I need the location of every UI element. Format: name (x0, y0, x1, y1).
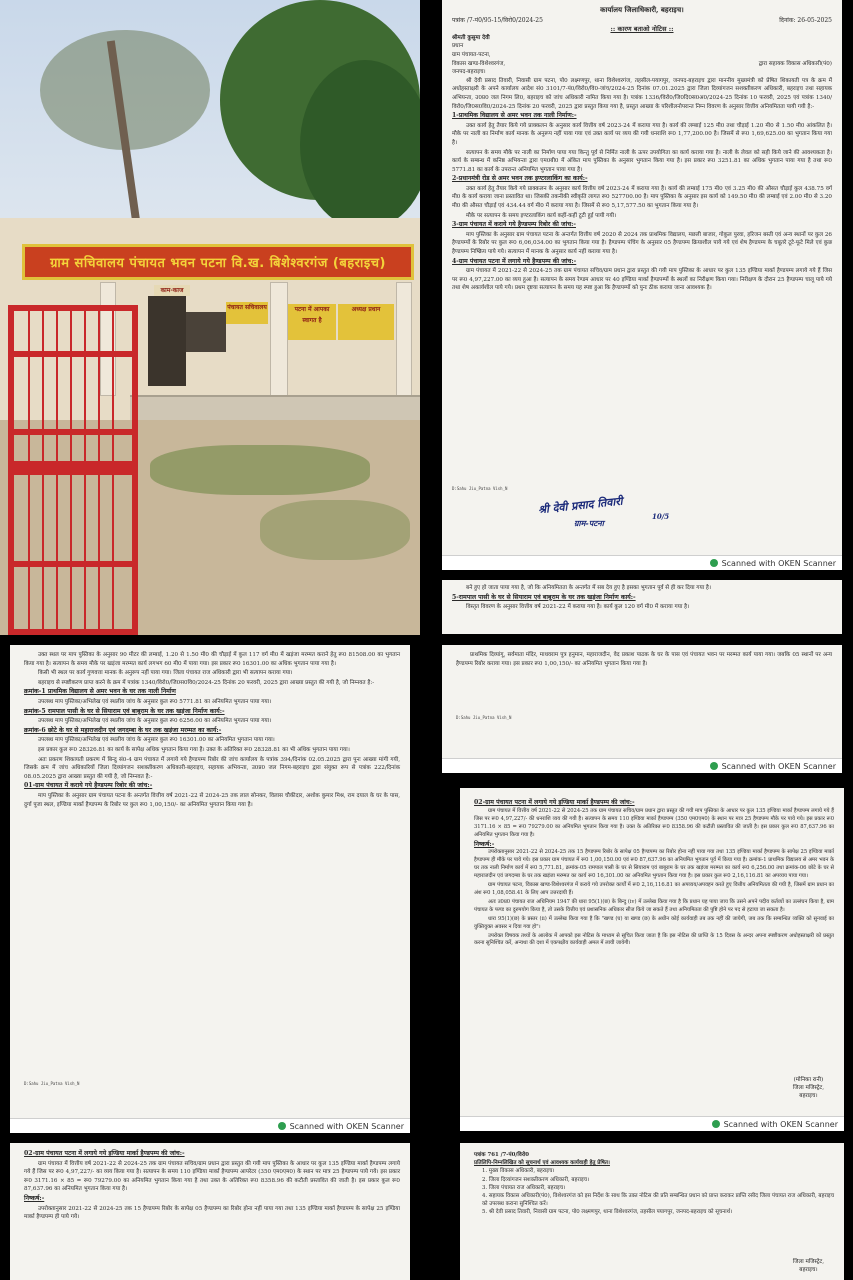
strip-line: बने हुए हो जाता पाया गया है, जो कि अनियमितता के अन्तर्गत में सब देय हुए है इसका भुगतान पूर्व से ही कर दिया गया है। (466, 585, 712, 591)
notice-paragraph: किसी भी स्थल पर कार्य गुणवत्ता मानक के अनुरूप नहीं पाया गया। जिला पंचायत राज अधिकारी द्वारा भी सत्यापन कराया गया। (38, 670, 293, 677)
notice-paragraph: अतः प्रकरण शिकायती प्रकरण में बिन्दु सं0-4 ग्राम पंचायत में लगाये गये हैण्डपम्प रिबोर की जांच कार्यालय के पत्रांक 394/दिनांक 02.05.2025 द्वारा पुनः आख्या मांगी गयी, जिसके क्रम में जांच अधिकारियों जिला दिव्यांगजन सशक्तीकरण अधिकारी-बहराइच, सहायक अभियन्ता, उ0प्र0 जल निगम-बहराइच द्वारा संयुक्त रूप से पत्रांक 222/दिनांक 08.05.2025 द्वारा आख्या प्रस्तुत की गयी है, जो निम्नवत है:- (24, 756, 400, 780)
notice-paragraph: उपलब्ध माप पुस्तिका/अभिलेख एवं स्थलीय जांच के अनुसार कुल रू0 5771.81 का अनियमित भुगतान पाया गया। (38, 698, 272, 705)
addressee-line: ग्राम पंचायत-पटना, (452, 51, 491, 58)
copy-reference: पत्रांक 761 /7-पं0/विरो0 (474, 1152, 530, 1158)
notice-paragraph: श्री देवी प्रसाद तिवारी, निवासी ग्राम पटना, पो0 लक्ष्मणपुर, थाना विशेश्वरगंज, तहसील-पयागपुर, जनपद-बहराइच द्वारा माननीय मुख्यमंत्री को प्रेषित शिकायती पत्र के क्रम में अधोहस्ताक्षरी के अपने कार्यालय आदेश सं0 3101/7-पं0/विरो0/वि0-जांच/2024-25 दिनांक 07.01.2025 द्वारा जिला दिव्यांगजन सशक्तीकरण अधिकारी, बहराइच तथा सहायक अभियन्ता, उ0प्र0 जल निगम लि0, बहराइच को जांच अधिकारी नामित किया गया है। पत्रांक 1336/विरो0/जि0दि0स0अ0/2024-25 दिनांक 10 फरवरी, 2025 एवं पत्रांक 1340/विरो0/जि0स0वि0/2024-25 दिनांक 20 फरवरी, 2025 द्वारा प्रस्तुत किया गया है, प्रस्तुत आख्या के परिशीलनोपरान्त निम्न विवरण के अनुसार वित्तीय अनियमितता पायी गयी है:- (452, 77, 832, 110)
scanner-label: Scanned with OKEN Scanner (721, 761, 836, 771)
addressee-row: विकास खण्ड-विशेश्वरगंज, द्वारा सहायक विकास अधिकारी(पं0) (452, 60, 832, 67)
signature-village: ग्राम-पटना (574, 518, 604, 528)
strip-line: विस्तृत विवरण के अनुसार वित्तीय वर्ष 2021-22 में कराया गया है। कार्य कुल 120 वर्ग मी0 में कराया गया है। (466, 604, 690, 611)
right-board-1: पटना में आपका स्वागत है (288, 304, 336, 340)
section-heading: क्रमांक-1 प्राथमिक विद्यालय से अमर भवन के घर तक नाली निर्माण (24, 688, 176, 696)
scanner-footer (442, 758, 842, 773)
scanner-label: Scanned with OKEN Scanner (721, 558, 836, 568)
notice-paragraph: उक्त कार्य हेतु तैयार किये गये प्राक्कलन के अनुसार कार्य वित्तीय वर्ष 2023-24 में कराया गया है। कार्य की लम्बाई 125 मी0 तथा चौड़ाई 1.20 मी0 से 1.50 मी0 आंकलित है। मौके पर नाली का निर्माण कार्य मानक के अनुरूप नहीं पाया गया एवं उक्त कार्य पर व्यय की गयी धनराशि रू0 1,77,200.00 है। जिसमें से रू0 1,69,625.00 का भुगतान किया गया है। (452, 122, 832, 146)
conclusion-label: निष्कर्ष:- (24, 1194, 45, 1202)
section-heading: क्रमांक-6 छोटे के घर से महाराजदीन एवं जगदम्बा के घर तक खड़ंजा मरम्मत का कार्य:- (24, 726, 222, 734)
notice-paragraph: अतः उ0प्र0 पंचायत राज अधिनियम 1947 की धारा 95(1)(छ) के बिन्दु (iv) में उल्लेख किया गया है कि प्रधान यह पाया जाय कि उसने अपने पदीय कर्तव्यों का उल्लंघन किया है, ग्राम पंचायत के फण्ड का दुरुपयोग किया है, तो उसके वित्तीय एवं प्रशासनिक अधिकार सीज किये जा सकते हैं तथा अनियमितता की पुष्टि होने पर पद से हटाया जा सकता है। (474, 898, 834, 913)
copy-officer-role: जिला मजिस्ट्रेट, (792, 1259, 824, 1265)
copy-item: 3. जिला पंचायत राज अधिकारी, बहराइच। (482, 1184, 566, 1191)
officer-name: (मोनिका रानी) (793, 1077, 824, 1083)
reference: पत्रांक /7-पं0/95-15/विरो0/2024-25 (452, 16, 543, 24)
notice-paragraph: उपलब्ध माप पुस्तिका/अभिलेख एवं स्थलीय जांच के अनुसार कुल रू0 16301.00 का अनियमित भुगतान पाया गया। (38, 737, 275, 744)
officer-role: जिला मजिस्ट्रेट, (792, 1085, 824, 1091)
section-heading: 02-ग्राम पंचायत पटना में लगाये गये इण्डिया मार्का हैण्डपम्प की जांच:- (24, 1150, 185, 1157)
notice-page-2-body (10, 645, 410, 809)
copy-item: 4. सहायक विकास अधिकारी(पं0), विशेश्वरगंज को इस निर्देश के साथ कि उक्त नोटिस की प्रति सम्बन्धित प्रधान को प्राप्त कराकर प्राप्ति रसीद जिला पंचायत राज अधिकारी, बहराइच को उपलब्ध कराना सुनिश्चित करें। (482, 1193, 834, 1208)
left-board: पंचायत सचिवालय (226, 302, 268, 324)
building-photo (0, 0, 420, 635)
scanner-footer (442, 555, 842, 570)
notice-paragraph: उपरोक्त विषयक तथ्यों के आलोक में आपको इस नोटिस के माध्यम से सूचित किया जाता है कि इस नोटिस की प्राप्ति के 15 दिवस के अन्दर अपना स्पष्टीकरण अधोहस्ताक्षरी को प्रस्तुत करना सुनिश्चित करें, अन्यथा की दशा में एकपक्षीय कार्यवाही अमल में लायी जायेगी। (474, 932, 834, 947)
scanner-label: Scanned with OKEN Scanner (723, 1119, 838, 1129)
scanner-label: Scanned with OKEN Scanner (289, 1121, 404, 1131)
notice-page-6-body (460, 1143, 844, 1217)
officer-place: बहराइच। (799, 1093, 818, 1099)
scanner-footer (460, 1116, 844, 1131)
photo-pillar (270, 282, 288, 396)
door-label: काम-काज (154, 285, 190, 296)
scanner-footer (10, 1118, 410, 1133)
addressee-line: जनपद-बहराइच। (452, 69, 486, 76)
file-code: D:Sahu Jiu_Patna Vish_N (452, 486, 508, 491)
conclusion-label: निष्कर्ष:- (474, 840, 495, 848)
notice-paragraph: माप पुस्तिका के अनुसार ग्राम पंचायत पटना के अन्तर्गत वित्तीय वर्ष 2021-22 से 2024-25 तक लाल सोनकर, विलास चौकीदार, अशोक कुमार मिश्र, राम दयाल के घर के पास, दुर्गा पूजा स्थल, इण्डिया मार्का हैण्डपम्प के रिबोर पर कुल रू0 1,00,150/- का अनियमित भुगतान किया गया है। (24, 792, 400, 808)
notice-paragraph: सत्यापन के समय मौके पर नाली का निर्माण पाया गया किन्तु पूर्व से निर्मित नाली के ऊपर उपयोगिता का कार्य कराया गया है। नाली के लेवल को सही किये जाने की आवश्यकता है। कार्य के सम्बन्ध में कनिष्ठ अभियन्ता द्वारा एम0बी0 में अंकित माप पुस्तिका के अनुसार भुगतान किया गया है। इस प्रकार रू0 3251.81 का अधिक भुगतान पाया गया है तथा रू0 5771.81 का कार्य के उपरान्त अनियमित भुगतान पाया गया है। (452, 149, 832, 173)
signature-date: 10/5 (652, 512, 670, 521)
handwritten-signature: श्री देवी प्रसाद तिवारी (537, 494, 624, 517)
building-sign: ग्राम सचिवालय पंचायत भवन पटना वि.ख. बिशेश्वरगंज (बहराइच) (22, 244, 414, 280)
section-heading: 3-ग्राम पंचायत में कराये गये हैण्डपम्प रिबोर की जांच:- (452, 221, 576, 229)
notice-paragraph: उपलब्ध माप पुस्तिका/अभिलेख एवं स्थलीय जांच के अनुसार कुल रू0 6256.00 का अनियमित भुगतान पाया गया। (38, 718, 272, 725)
notice-page-4 (460, 788, 844, 1131)
notice-paragraph: धारा 95(1)(छ) के प्रस्तर (ii) में उल्लेख किया गया है कि "खण्ड (घ) या खण्ड (छ) के अधीन कोई कार्यवाही तब तक नहीं की जायेगी, जब तक कि सम्बन्धित व्यक्ति को सुनवाई का युक्तियुक्त अवसर न दिया गया हो"। (474, 915, 834, 930)
addressee-role: प्रधान (452, 43, 464, 50)
notice-page-5-body (10, 1143, 410, 1222)
notice-page-3 (442, 645, 842, 773)
notice-page-1-body (442, 0, 842, 293)
officer-signature-block (793, 1076, 824, 1100)
scanner-logo-icon (712, 1120, 720, 1128)
notice-paragraph: इस प्रकार कुल रू0 28326.81 का कार्य के सापेक्ष अधिक भुगतान किया गया है। उक्त के अतिरिक्त रू0 28328.81 का भी अधिक भुगतान पाया गया। (38, 746, 350, 753)
photo-window (186, 312, 226, 352)
section-heading: 01-ग्राम पंचायत में कराये गये हैण्डपम्प रिबोर की जांच:- (24, 782, 153, 790)
notice-date: दिनांक: 26-05-2025 (779, 16, 832, 24)
scanner-logo-icon (278, 1122, 286, 1130)
notice-subject: :: कारण बताओ नोटिस :: (610, 25, 674, 34)
notice-paragraph: मौके पर सत्यापन के समय इण्टरलाकिंग कार्य कहीं-कहीं टूटी हुई पायी गयी। (466, 212, 617, 219)
notice-page-6 (460, 1143, 844, 1280)
notice-paragraph: ग्राम पंचायत पटना, विकास खण्ड-विशेश्वरगंज में कराये गये उपरोक्त कार्यों में रू0 2,16,116.81 का अपव्यय/अपवहन करते हुए वित्तीय अनियमितता की गयी है, जिसमें ग्राम प्रधान का अंश रू0 1,08,058.41 के लिए आप उत्तरदायी हैं। (474, 882, 834, 896)
photo-grass (260, 500, 410, 560)
notice-page-1 (442, 0, 842, 570)
office-heading: कार्यालय जिलाधिकारी, बहराइच। (600, 5, 684, 14)
strip-body (442, 580, 842, 617)
addressee-name: श्रीमती कुसुमा देवी (452, 34, 490, 41)
file-code: D:Sahu Jiu_Patna Vish_N (24, 1081, 80, 1086)
notice-paragraph: उपरोक्तानुसार 2021-22 से 2024-25 तक 15 हैण्डपम्प रिबोर के सापेक्ष 05 हैण्डपम्प का रिबोर होना नहीं पाया गया तथा 135 इण्डिया मार्का हैण्डपम्प के सापेक्ष 25 इण्डिया मार्का हैण्डपम्प ही पाये गये। (24, 1205, 400, 1221)
copy-signature-block (793, 1258, 824, 1274)
section-heading: 2-प्रधानमंत्री रोड से अमर भवन तक इण्टरलाकिंग का कार्य:- (452, 175, 588, 183)
notice-paragraph: बहराइच से स्पष्टीकरण प्राप्त करने के क्रम में पत्रांक 1340/विरो0/जि0स0वि0/2024-25 दिनांक 20 फरवरी, 2025 द्वारा आख्या प्रस्तुत की गयी है, जो निम्नवत है:- (38, 679, 375, 686)
notice-page-2 (10, 645, 410, 1133)
right-board-2: अध्यक्ष प्रधान (338, 304, 394, 340)
notice-paragraph: ग्राम पंचायत में वित्तीय वर्ष 2021-22 से 2024-25 तक ग्राम पंचायत सचिव/ग्राम प्रधान द्वारा प्रस्तुत की गयी माप पुस्तिका के आधार पर कुल 135 इण्डिया मार्का हैण्डपम्प लगाये गये हैं जिस पर रू0 4,97,227/- की धनराशि व्यय की गयी है। सत्यापन के समय 110 इण्डिया मार्का हैण्डपम्प (350 एम0एम0) के स्थान पर मात्र 25 हैण्डपम्प मौके पर पाये गये। इस प्रकार रू0 3171.16 × 85 = रू0 79279.00 का अनियमित भुगतान किया गया है। उक्त के अतिरिक्त रू0 8358.96 की कटौती प्रस्तावित की जाती है। इस प्रकार कुल रू0 87,637.96 का अनियमित भुगतान किया गया है। (474, 807, 834, 838)
copy-officer-place: बहराइच। (799, 1267, 818, 1273)
section-heading: क्रमांक-5 रामपाल पासी के घर से सियाराम एवं बाबूराम के घर तक खड़ंजा निर्माण कार्य:- (24, 707, 225, 715)
notice-page-5 (10, 1143, 410, 1280)
section-heading: 4-ग्राम पंचायत पटना में लगाये गये हैण्डपम्प की जांच:- (452, 257, 577, 265)
photo-grass (150, 445, 370, 495)
strip-heading: 5-रामपाल पासी के घर से सियाराम एवं बाबूराम के घर तक खड़ंजा निर्माण कार्य:- (452, 593, 636, 601)
file-code: D:Sahu Jiu_Patna Vish_N (456, 715, 512, 720)
notice-paragraph: ग्राम पंचायत में 2021-22 से 2024-25 तक ग्राम पंचायत सचिव/ग्राम प्रधान द्वारा प्रस्तुत की गयी माप पुस्तिका के आधार पर कुल 135 इण्डिया मार्का हैण्डपम्प लगाये गये हैं जिस पर रू0 4,97,227.00 का व्यय हुआ है। सत्यापन के समय रेण्डम आधार पर 40 इण्डिया मार्का हैण्डपम्पों के स्थलों का निरीक्षण किया गया। निरीक्षण के दौरान 25 हैण्डपम्प चालू पाये गये तथा शेष अकार्यशील पाये गये। प्रथम दृष्टया सत्यापन के समय यह स्पष्ट हुआ कि हैण्डपम्पों को पुनः ठीक कराया जाना आवश्यक है। (452, 268, 832, 292)
copy-item: 2. जिला दिव्यांगजन सशक्तीकरण अधिकारी, बहराइच। (482, 1176, 590, 1183)
scanner-logo-icon (710, 762, 718, 770)
notice-paragraph: प्राथमिक दिव्यांगू, सर्वमाता मंदिर, माधवराम पुत्र हनुमान, महाराजदीन, वेद प्रकाश पाठक के घर के पास एवं पंचायत भवन पर मरम्मत कार्य पाया गया। जबकि 05 स्थानों पर अन्य हैण्डपम्प रिबोर कराया गया। इस प्रकार रू0 1,00,150/- का अनियमित भुगतान किया गया है। (456, 652, 832, 667)
notice-paragraph: ग्राम पंचायत में वित्तीय वर्ष 2021-22 से 2024-25 तक ग्राम पंचायत सचिव/ग्राम प्रधान द्वारा प्रस्तुत की गयी माप पुस्तिका के आधार पर कुल 135 इण्डिया मार्का हैण्डपम्प लगाये गये हैं जिस पर रू0 4,97,227/- का व्यय किया गया है। सत्यापन के समय 110 इण्डिया मार्का हैण्डपम्प आपरेटर (350 एम0एम0) के स्थान पर मात्र 25 हैण्डपम्प पाये गये। इस प्रकार रू0 3171.16 × 85 = रू0 79279.00 का अनियमित भुगतान किया गया है तथा उक्त के अतिरिक्त रू0 8358.96 की कटौती प्रस्तावित की जाती है। इस प्रकार कुल रू0 87,637.96 का अनियमित भुगतान किया गया है। (24, 1160, 400, 1193)
notice-paragraph: माप पुस्तिका के अनुसार ग्राम पंचायत पटना के अन्तर्गत वित्तीय वर्ष 2020 से 2024 तक प्राथमिक विद्यालय, मछली बाजार, गोकुल पुरवा, हरिजन बस्ती एवं अन्य स्थानों पर कुल 26 हैण्डपम्पों के रिबोर पर कुल रू0 6,06,034.00 का भुगतान किया गया है। हैण्डपम्प पंचिंग के अनुसार 05 हैण्डपम्प क्रियाशील पाये गये एवं शेष हैण्डपम्प के चबूतरे टूटे-फूटे मिले एवं कुछ हैण्डपम्प निष्क्रिय पाये गये। सत्यापन में मानक के अनुसार कार्य नहीं कराया गया है। (452, 231, 832, 256)
notice-paragraph: उक्त स्थल पर माप पुस्तिका के अनुसार 90 मीटर की लम्बाई, 1.20 से 1.50 मी0 की चौड़ाई में कुल 117 वर्ग मी0 में खड़ंजा मरम्मत कराने हेतु रू0 81508.00 का भुगतान किया गया है। सत्यापन के समय मौके पर खड़ंजा मरम्मत कार्य लगभग 60 मी0 में पाया गया। इस प्रकार रू0 16301.00 का अधिक भुगतान पाया गया है। (24, 652, 400, 667)
copy-item: 1. मुख्य विकास अधिकारी, बहराइच। (482, 1168, 555, 1175)
section-heading: 02-ग्राम पंचायत पटना में लगाये गये इण्डिया मार्का हैण्डपम्प की जांच:- (474, 799, 635, 806)
copy-heading: प्रतिलिपि-निम्नलिखित को सूचनार्थ एवं आवश्यक कार्यवाही हेतु प्रेषित। (474, 1160, 610, 1167)
reference-row (452, 17, 832, 26)
copy-list (474, 1167, 834, 1216)
photo-tree-right-2 (300, 60, 420, 230)
notice-paragraph: उक्त कार्य हेतु तैयार किये गये प्राक्कलन के अनुसार कार्य वित्तीय वर्ष 2023-24 में कराया गया है। कार्य की लम्बाई 175 मी0 एवं 3.25 मी0 की औसत चौड़ाई कुल 438.75 वर्ग मी0 के कार्य कराया जाना प्रस्तावित था। जिसकी तकनीकी स्वीकृति लागत रू0 527700.00 है। माप पुस्तिका के अनुसार इस कार्य को 149.50 मी0 की लम्बाई एवं 2.00 मी0 से 3.20 मी0 की औसत चौड़ाई एवं 434.44 वर्ग मी0 में कराया गया है। जिसमें से रू0 5,17,577.50 का भुगतान किया गया है। (452, 185, 832, 210)
photo-pillar (396, 282, 412, 396)
notice-strip (442, 580, 842, 634)
photo-doorway (148, 296, 186, 386)
scanner-logo-icon (710, 559, 718, 567)
notice-paragraph: उपरोक्तानुसार 2021-22 से 2024-25 तक 15 हैण्डपम्प रिबोर के सापेक्ष 05 हैण्डपम्प का रिबोर होना नहीं पाया गया तथा 135 इण्डिया मार्का हैण्डपम्प के सापेक्ष 25 इण्डिया मार्का हैण्डपम्प ही मौके पर पाये गये। इस प्रकार ग्राम पंचायत में रू0 1,00,150.00 एवं रू0 87,637.96 का अनियमित भुगतान पूर्व में किया गया है। क्रमांक-1 प्राथमिक विद्यालय से अमर भवन के घर तक नाली निर्माण कार्य में रू0 5,771.81, क्रमांक-05 रामपाल पासी के घर से सियाराम एवं बाबूराम के घर तक खड़ंजा मरम्मत का कार्य रू0 6,256.00 तथा क्रमांक-06 छोटे के घर से महाराजदीन एवं जगदम्बा के घर तक खड़ंजा मरम्मत का कार्य रू0 16,301.00 का अनियमित भुगतान किया गया है। इस प्रकार कुल रू0 2,16,116.81 का अपव्यय पाया गया। (474, 849, 834, 880)
copy-item: 5. श्री देवी प्रसाद तिवारी, निवासी ग्राम पटना, पो0 लक्ष्मणपुर, थाना विशेश्वरगंज, तहसील पयागपुर, जनपद-बहराइच को सूचनार्थ। (482, 1209, 733, 1216)
red-gate (8, 305, 138, 635)
notice-page-3-body (442, 645, 842, 668)
notice-page-4-body (460, 788, 844, 948)
section-heading: 1-प्राथमिक विद्यालय से अमर भवन तक नाली निर्माण:- (452, 112, 577, 120)
